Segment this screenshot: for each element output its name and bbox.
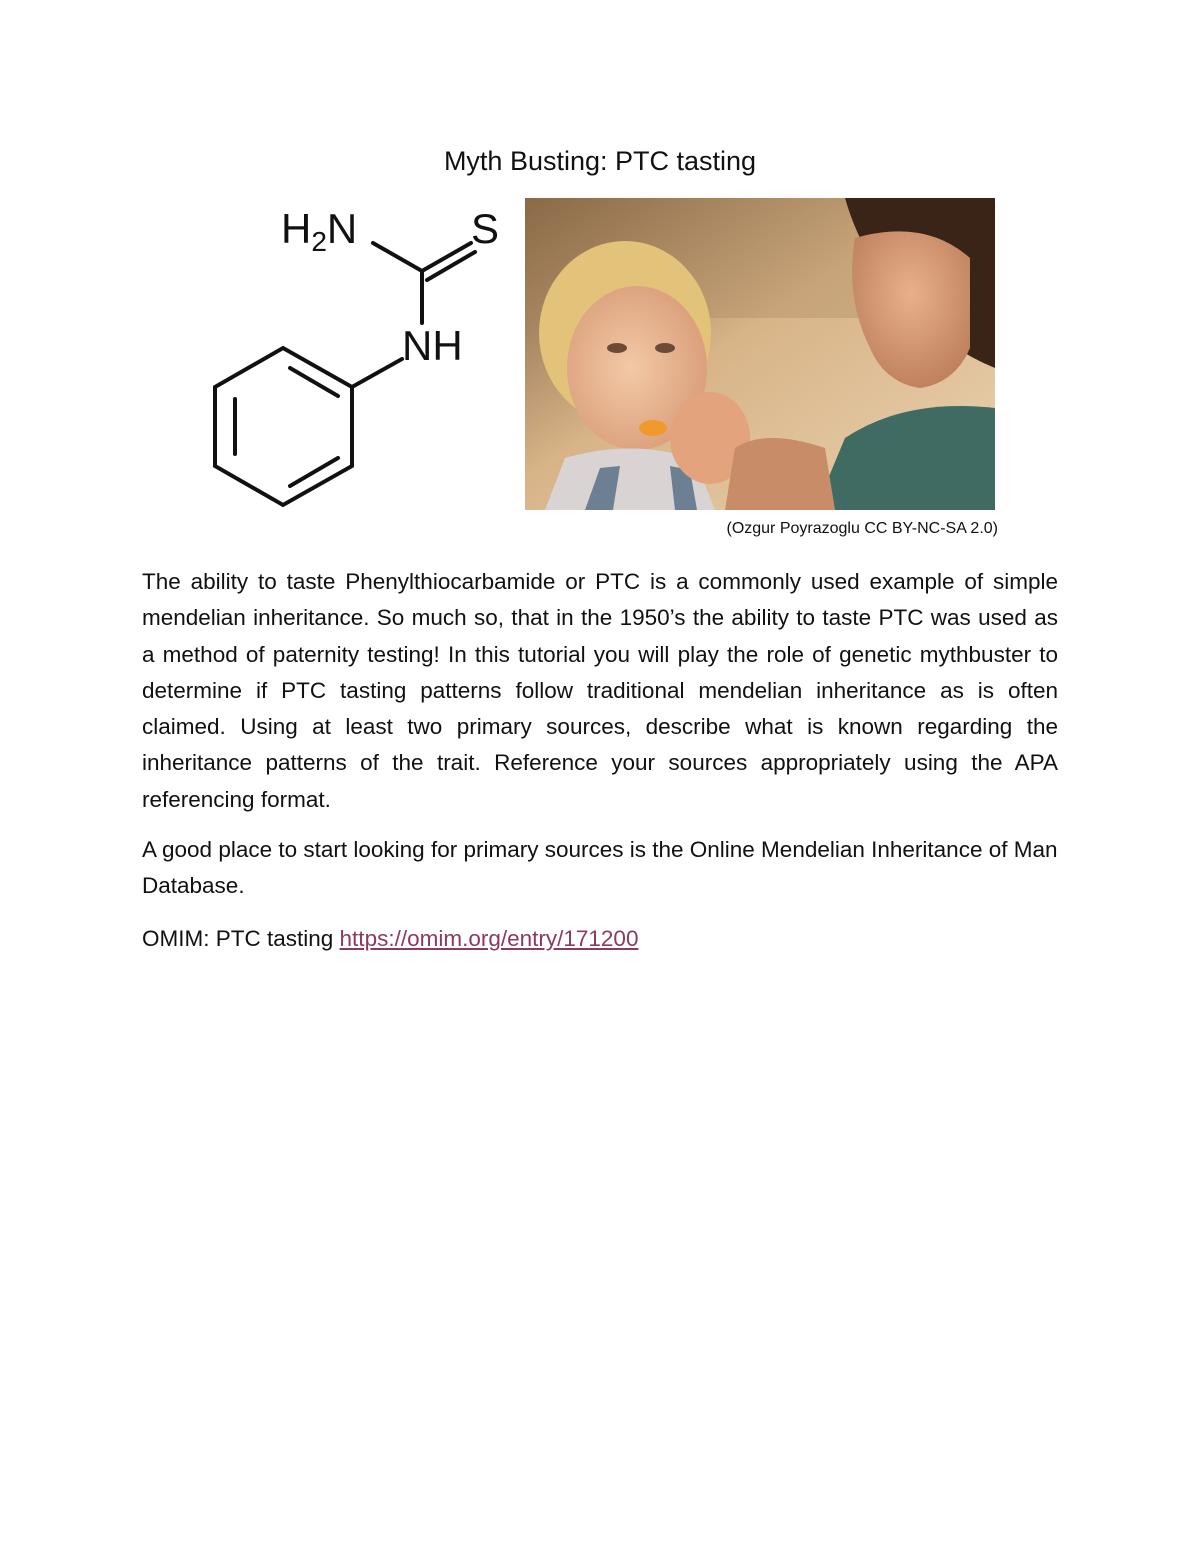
intro-paragraph: The ability to taste Phenylthiocarbamide or PTC is a commonly used example of simple mendelian inheritance. So much so, that in the 1950’s the ability to taste PTC was used as a method of paternity testing! In this tutorial you will play the role of genetic mythbuster to determine if PTC tasting patterns follow traditional mendelian inheritance as is often claimed. Using at least two primary sources, describe what is known regarding the inheritance patterns of the trait. Reference your sources appropriately using the APA referencing format. [142,569,1058,812]
photo-child-and-mother-icon [525,198,995,510]
sources-paragraph: A good place to start looking for primary sources is the Online Mendelian Inheritance of Man Database. [142,837,1058,899]
photo-caption: (Ozgur Poyrazoglu CC BY-NC-SA 2.0) [726,520,998,537]
omim-label: OMIM: PTC tasting [142,926,340,951]
sulfur-label: S [471,205,500,252]
ptc-structure-diagram [205,196,515,514]
h2n-label: H2N [281,205,358,257]
omim-reference [142,921,1058,957]
omim-link[interactable]: https://omim.org/entry/171200 [339,926,639,951]
child-tasting-photo [525,198,995,510]
nh-label: NH [402,322,463,369]
page-title: Myth Busting: PTC tasting [443,146,757,176]
